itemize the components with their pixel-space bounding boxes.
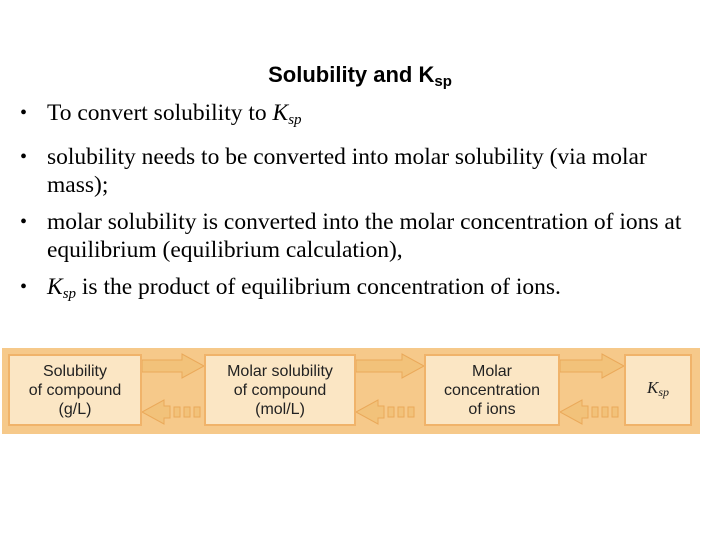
- box-solubility: Solubility of compound (g/L): [8, 354, 142, 426]
- bullet-item-3: • molar solubility is converted into the molar concentration of ions at equilibrium (equilibrium calculation),: [20, 208, 710, 264]
- reverse-arrow-3: [560, 400, 588, 424]
- reverse-arrow-1: [142, 400, 170, 424]
- box-ksp: $K_{sp}$: [624, 354, 692, 426]
- bullet-list: [20, 99, 710, 317]
- slide-title: Solubility and $K_{sp}$: [268, 62, 452, 90]
- box-molar-concentration: Molar concentration of ions: [424, 354, 560, 426]
- bullet-item-1: • To convert solubility to $K_{sp}$: [20, 99, 710, 134]
- forward-arrow-2: [356, 354, 424, 378]
- bullet-item-2: • solubility needs to be converted into molar solubility (via molar mass);: [20, 143, 710, 199]
- bullet-item-4: • $K_{sp}$ is the product of equilibrium concentration of ions.: [20, 273, 710, 308]
- box-molar-solubility: Molar solubility of compound (mol/L): [204, 354, 356, 426]
- ksp-symbol: $K_{sp}$: [47, 274, 77, 302]
- reverse-arrow-2: [356, 400, 384, 424]
- forward-arrow-3: [560, 354, 624, 378]
- ksp-symbol: $K_{sp}$: [272, 100, 302, 128]
- conversion-flowchart: [0, 348, 720, 434]
- forward-arrow-1: [142, 354, 204, 378]
